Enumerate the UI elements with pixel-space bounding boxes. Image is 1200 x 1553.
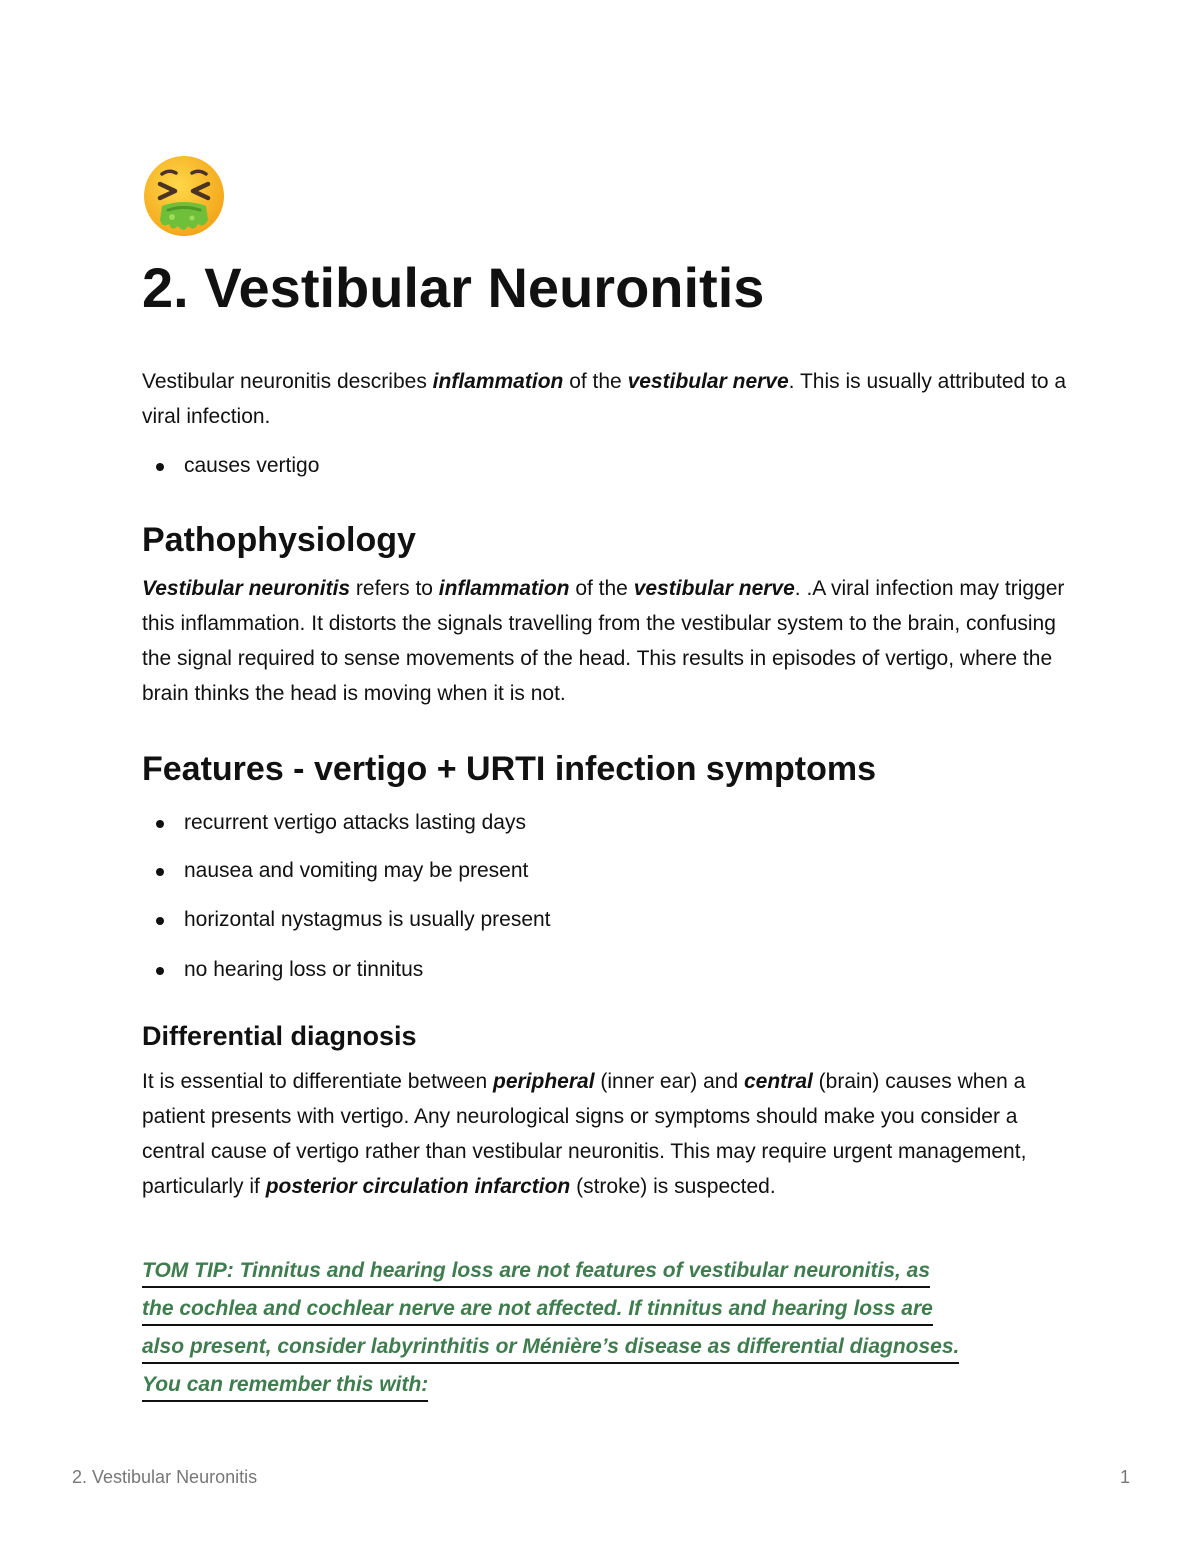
tom-tip-line: You can remember this with: (142, 1370, 428, 1402)
patho-emphasis-inflammation: inflammation (438, 577, 570, 600)
diff-emphasis-posterior-circulation-infarction: posterior circulation infarction (265, 1175, 571, 1198)
bullet-icon (156, 463, 164, 471)
diff-emphasis-peripheral: peripheral (493, 1070, 595, 1093)
diff-emphasis-central: central (743, 1070, 813, 1093)
section-heading-pathophysiology: Pathophysiology (142, 521, 416, 559)
bullet-icon (156, 917, 164, 925)
intro-emphasis-inflammation: inflammation (432, 370, 564, 393)
intro-text-3: . This is usually attributed to a viral infection. (142, 370, 1067, 428)
intro-paragraph (142, 364, 1067, 434)
bullet-icon (156, 820, 164, 828)
differential-paragraph: It is essential to differentiate between peripheral (inner ear) and central (brain) causes when a patient presents with vertigo. Any neurological signs or symptoms should make you consider a central cause of vertigo rather than vestibular neuronitis. This may require urgent management, particularly if posterior circulation infarction (stroke) is suspected. (142, 1070, 1027, 1198)
intro-text-2: of the (563, 370, 628, 393)
patho-emphasis-vestibular-nerve: vestibular nerve (633, 577, 795, 600)
pathophysiology-paragraph: Vestibular neuronitis refers to inflammation of the vestibular nerve. .A viral infection may trigger this inflammation. It distorts the signals travelling from the vestibular system to the brain, confusing the signal required to sense movements of the head. This results in episodes of vertigo, where the brain thinks the head is moving when it is not. (142, 577, 1065, 705)
patho-emphasis-vestibular-neuronitis: Vestibular neuronitis (142, 577, 351, 600)
bullet-icon (156, 868, 164, 876)
tom-tip-callout (142, 1253, 1072, 1405)
section-heading-differential-diagnosis: Differential diagnosis (142, 1021, 417, 1051)
footer-page-number: 1 (1120, 1467, 1131, 1487)
bullet-icon (156, 967, 164, 975)
intro-text-1: Vestibular neuronitis describes (142, 370, 433, 393)
tom-tip-line: also present, consider labyrinthitis or Ménière’s disease as differential diagnoses. (142, 1332, 959, 1364)
vomiting-face-icon (142, 154, 226, 238)
tom-tip-line: TOM TIP: Tinnitus and hearing loss are not features of vestibular neuronitis, as (142, 1256, 930, 1288)
tom-tip-line: the cochlea and cochlear nerve are not affected. If tinnitus and hearing loss are (142, 1294, 933, 1326)
footer-document-title: 2. Vestibular Neuronitis (72, 1467, 258, 1487)
section-heading-features: Features - vertigo + URTI infection symptoms (142, 750, 876, 788)
intro-emphasis-vestibular-nerve: vestibular nerve (627, 370, 789, 393)
page-title: 2. Vestibular Neuronitis (142, 256, 765, 319)
